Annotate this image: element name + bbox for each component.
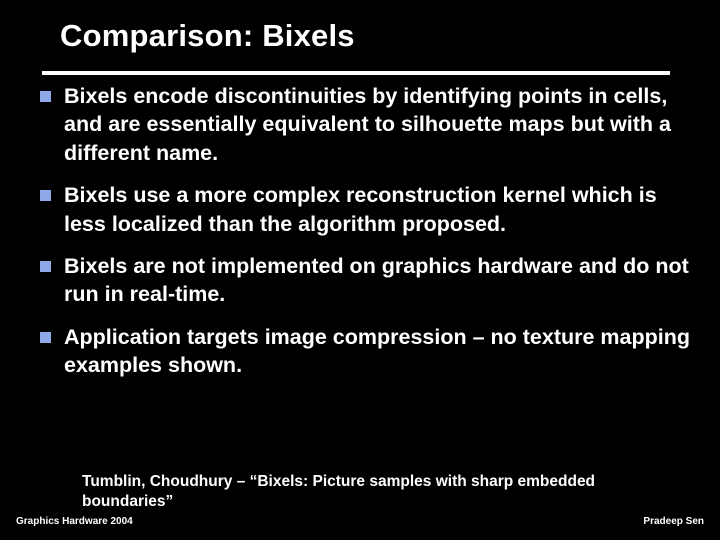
square-bullet-icon <box>40 190 51 201</box>
list-item <box>36 82 696 167</box>
square-bullet-icon <box>40 91 51 102</box>
list-item-text: Application targets image compression – no texture mapping examples shown. <box>64 324 691 377</box>
list-item-text: Bixels use a more complex reconstruction kernel which is less localized than the algorithm proposed. <box>64 183 657 236</box>
square-bullet-icon <box>40 332 51 343</box>
title-divider <box>42 71 670 75</box>
list-item <box>36 323 696 380</box>
square-bullet-icon <box>40 261 51 272</box>
footer-conference-label: Graphics Hardware 2004 <box>16 516 133 527</box>
list-item <box>36 252 696 309</box>
slide-footer <box>0 516 720 532</box>
bullet-list <box>36 82 696 393</box>
list-item-text: Bixels encode discontinuities by identifying points in cells, and are essentially equivalent to silhouette maps but with a different name. <box>64 84 671 165</box>
list-item <box>36 181 696 238</box>
footer-author-label: Pradeep Sen <box>643 516 704 527</box>
list-item-text: Bixels are not implemented on graphics hardware and do not run in real-time. <box>64 253 689 307</box>
page-title: Comparison: Bixels <box>60 18 355 53</box>
citation-text: Tumblin, Choudhury – “Bixels: Picture samples with sharp embedded boundaries” <box>82 473 596 510</box>
